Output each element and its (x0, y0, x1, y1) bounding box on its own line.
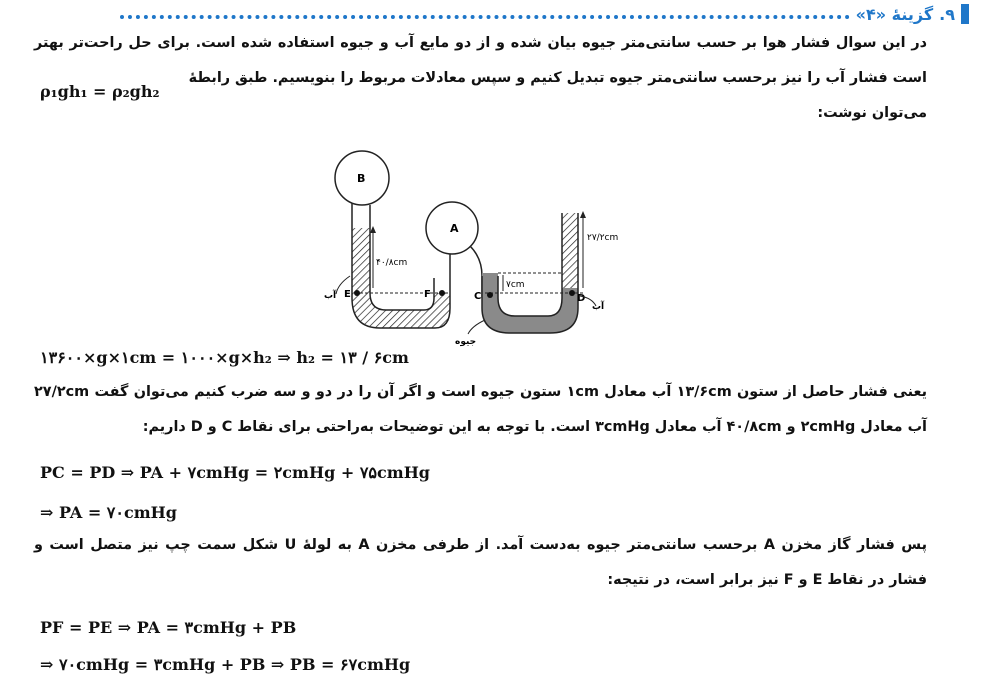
equation-5 (40, 655, 410, 674)
mercury-pointer (468, 320, 485, 334)
h-mid-label: ۷cm (506, 280, 525, 290)
heading-accent-bar (961, 4, 969, 24)
label-d: D (577, 293, 586, 304)
water-right-label: آب (592, 302, 605, 312)
equation-2-text: PC = PD ⇒ PA + ۷cmHg = ۲cmHg + ۷۵cmHg (40, 463, 430, 482)
equation-4-text: PF = PE ⇒ PA = ۳cmHg + PB (40, 618, 297, 637)
intro-paragraph (34, 26, 927, 131)
h-left-arrowhead (370, 226, 376, 233)
point-c (487, 292, 493, 298)
mercury-label: جیوه (455, 337, 477, 347)
label-c: C (474, 291, 482, 302)
explanation-text: یعنی فشار حاصل از ستون ۱۳/۶cm آب معادل ۱cm ستون جیوه است و اگر آن را در دو و سه ضرب کنیم می‌توان گفت ۲۷/۲cm آب معادل ۲cmHg و ۴۰/۸cm آب معادل ۳cmHg است. با توجه به این توضیحات به‌راحتی برای نقاط C و D داریم: (34, 384, 927, 435)
equation-1-text: ۱۳۶۰۰×g×۱cm = ۱۰۰۰×g×h₂ ⇒ h₂ = ۱۳ / ۶cm (40, 348, 409, 367)
answer-option-title: گزینهٔ «۴» (855, 4, 934, 24)
h-right-label: ۲۷/۲cm (587, 233, 619, 243)
right-water-column (562, 213, 578, 288)
label-b: B (357, 172, 366, 185)
point-f (439, 290, 445, 296)
label-a: A (450, 222, 459, 235)
conclusion-paragraph (34, 528, 927, 598)
density-formula-text: ρ₁gh₁ = ρ₂gh₂ (40, 82, 160, 101)
h-right-arrowhead (580, 211, 586, 218)
point-e (354, 290, 360, 296)
solution-heading (120, 2, 955, 26)
point-d (569, 290, 575, 296)
equation-2 (40, 463, 430, 482)
density-formula (40, 82, 160, 101)
question-number: ۹. (939, 4, 955, 24)
label-e: E (344, 289, 351, 300)
equation-5-text: ⇒ ۷۰cmHg = ۳cmHg + PB ⇒ PB = ۶۷cmHg (40, 655, 411, 674)
dotted-rule (120, 15, 850, 19)
water-left-label: آب (324, 291, 337, 301)
u-tube-diagram (300, 148, 620, 348)
conclusion-text: پس فشار گاز مخزن A برحسب سانتی‌متر جیوه به‌دست آمد. از طرفی مخزن A به لولهٔ U شکل سمت چپ نیز متصل است و فشار در نقاط E و F نیز برابر است، در نتیجه: (34, 537, 927, 588)
equation-1 (40, 348, 409, 367)
equation-3-text: ⇒ PA = ۷۰cmHg (40, 503, 177, 522)
label-f: F (424, 289, 431, 300)
equation-3 (40, 503, 177, 522)
equation-4 (40, 618, 296, 637)
intro-text: در این سوال فشار هوا بر حسب سانتی‌متر جیوه بیان شده و از دو مایع آب و جیوه استفاده شده است. برای حل راحت‌تر بهتر است فشار آب را نیز برحسب سانتی‌متر جیوه تبدیل کنیم و سپس معادلات مربوط را بنویسیم. طبق رابطهٔ (34, 35, 927, 86)
explanation-paragraph (34, 375, 927, 445)
intro-tail: می‌توان نوشت: (817, 105, 927, 121)
h-left-label: ۴۰/۸cm (376, 258, 408, 268)
right-u-tube-inner (498, 213, 562, 316)
